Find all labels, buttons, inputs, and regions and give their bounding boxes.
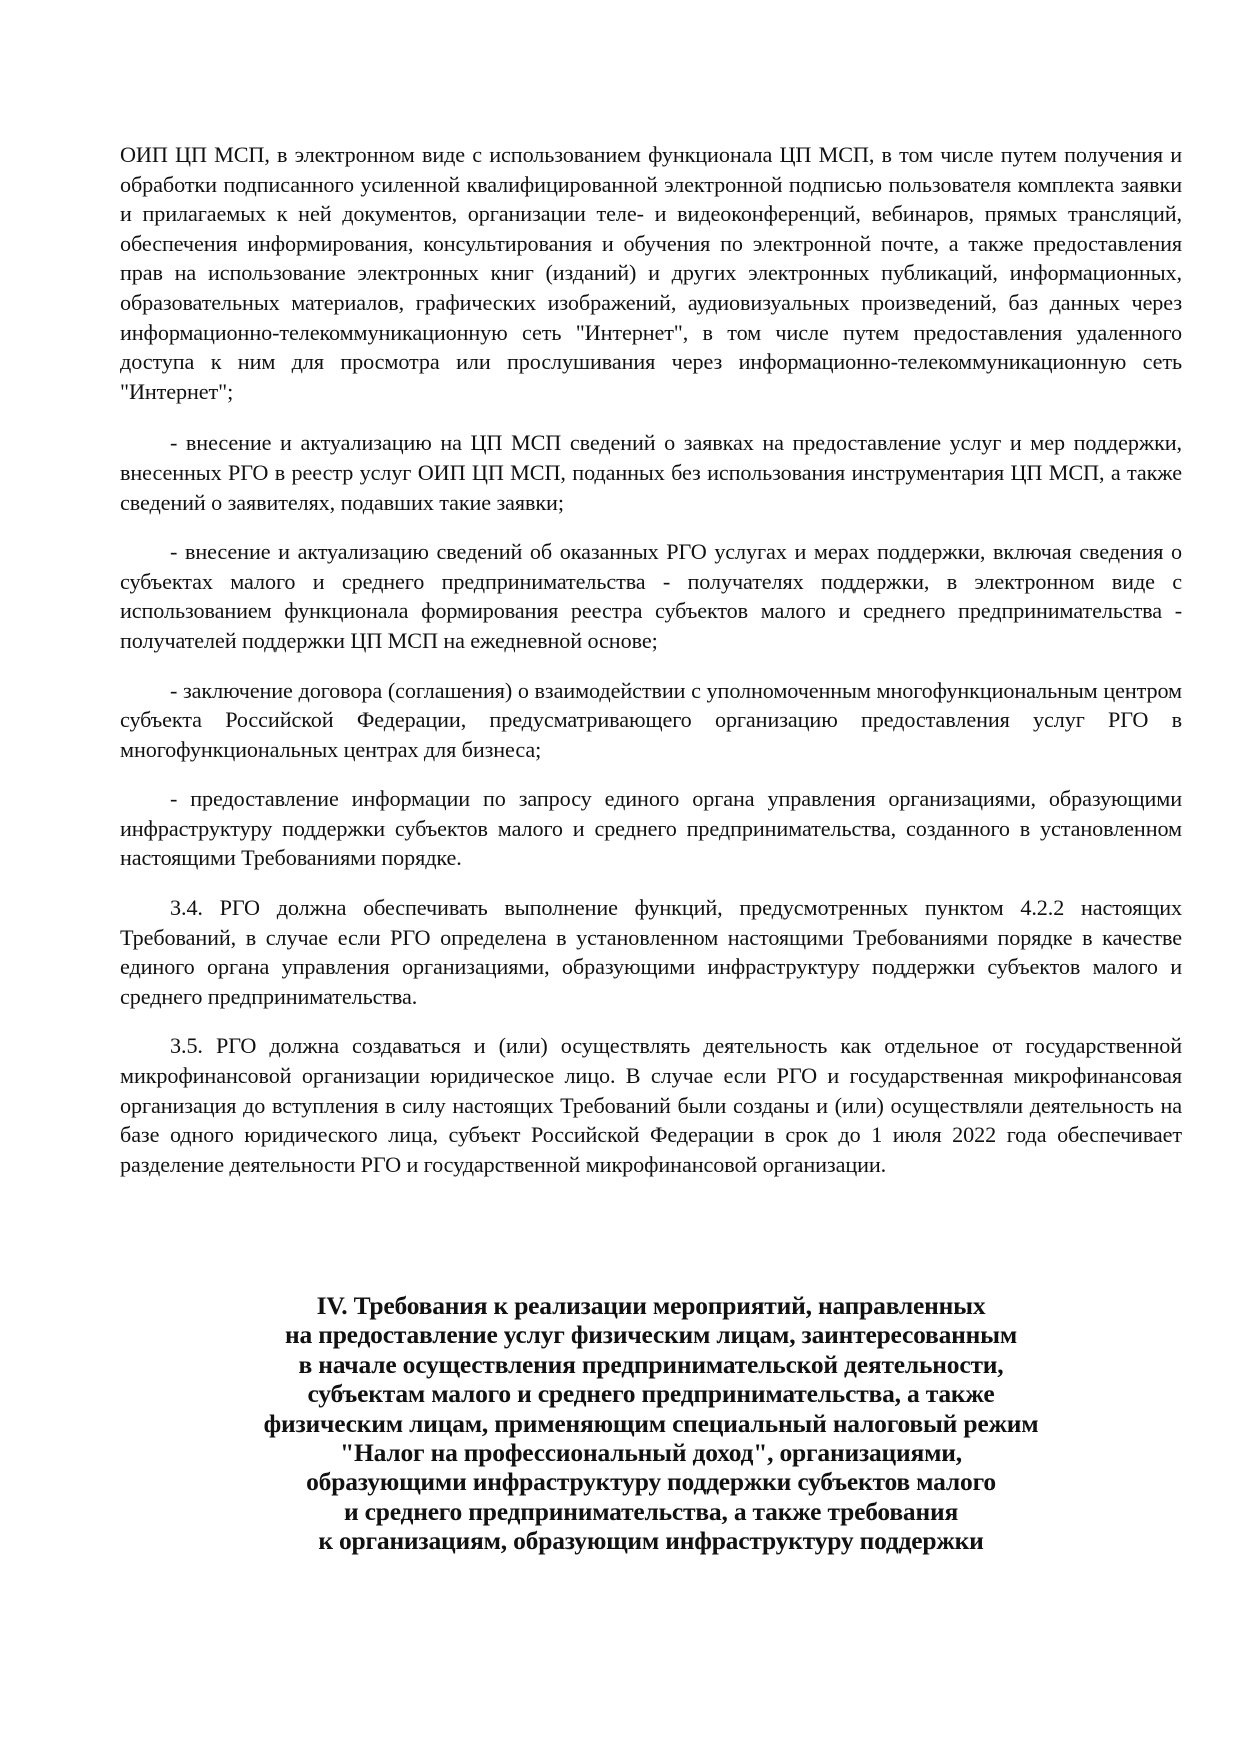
paragraph-services-registry: - внесение и актуализацию сведений об оказанных РГО услугах и мерах поддержки, включая сведения о субъектах малого и среднего предпринимательства - получателях поддержки, в электронном виде с использованием функционала формирования реестра субъектов малого и среднего предпринимательства - получателей поддержки ЦП МСП на ежедневной основе; bbox=[120, 539, 1182, 653]
paragraph-applications-entry: - внесение и актуализацию на ЦП МСП сведений о заявках на предоставление услуг и мер поддержки, внесенных РГО в реестр услуг ОИП ЦП МСП, поданных без использования инструментария ЦП МСП, а также сведений о заявителях, подавших такие заявки; bbox=[120, 430, 1182, 515]
document-body bbox=[120, 140, 1182, 1199]
heading-line: образующими инфраструктуру поддержки субъектов малого bbox=[306, 1467, 996, 1497]
paragraph-mfc-agreement: - заключение договора (соглашения) о взаимодействии с уполномоченным многофункциональным центром субъекта Российской Федерации, предусматривающего организацию предоставления услуг РГО в многофункциональных центрах для бизнеса; bbox=[120, 677, 1182, 762]
heading-line: субъектам малого и среднего предпринимательства, а также bbox=[307, 1379, 995, 1409]
heading-line: "Налог на профессиональный доход", организациями, bbox=[340, 1438, 962, 1468]
heading-line: к организациям, образующим инфраструктуру поддержки bbox=[318, 1526, 984, 1556]
heading-line: в начале осуществления предпринимательской деятельности, bbox=[298, 1349, 1004, 1379]
paragraph-information-request: - предоставление информации по запросу единого органа управления организациями, образующими инфраструктуру поддержки субъектов малого и среднего предпринимательства, созданного в установленном настоящими Требованиями порядке. bbox=[120, 786, 1182, 871]
paragraph-clause-3-4: 3.4. РГО должна обеспечивать выполнение функций, предусмотренных пунктом 4.2.2 настоящих Требований, в случае если РГО определена в установленном настоящими Требованиями порядке в качестве единого органа управления организациями, образующими инфраструктуру поддержки субъектов малого и среднего предпринимательства. bbox=[120, 895, 1182, 1009]
heading-line: IV. Требования к реализации мероприятий, направленных bbox=[316, 1291, 986, 1320]
section-heading-iv bbox=[120, 1291, 1182, 1556]
paragraph-continuation: ОИП ЦП МСП, в электронном виде с использованием функционала ЦП МСП, в том числе путем получения и обработки подписанного усиленной квалифицированной электронной подписью пользователя комплекта заявки и прилагаемых к ней документов, организации теле- и видеоконференций, вебинаров, прямых трансляций, обеспечения информирования, консультирования и обучения по электронной почте, а также предоставления прав на использование электронных книг (изданий) и других электронных публикаций, информационных, образовательных материалов, графических изображений, аудиовизуальных произведений, баз данных через информационно-телекоммуникационную сеть "Интернет", в том числе путем предоставления удаленного доступа к ним для просмотра или прослушивания через информационно-телекоммуникационную сеть "Интернет"; bbox=[120, 142, 1182, 404]
heading-line: и среднего предпринимательства, а также требования bbox=[343, 1496, 959, 1526]
heading-line: физическим лицам, применяющим специальный налоговый режим bbox=[263, 1408, 1039, 1438]
heading-line: на предоставление услуг физическим лицам, заинтересованным bbox=[284, 1320, 1017, 1350]
paragraph-clause-3-5: 3.5. РГО должна создаваться и (или) осуществлять деятельность как отдельное от государственной микрофинансовой организации юридическое лицо. В случае если РГО и государственная микрофинансовая организация до вступления в силу настоящих Требований были созданы и (или) осуществляли деятельность на базе одного юридического лица, субъект Российской Федерации в срок до 1 июля 2022 года обеспечивает разделение деятельности РГО и государственной микрофинансовой организации. bbox=[120, 1033, 1182, 1177]
